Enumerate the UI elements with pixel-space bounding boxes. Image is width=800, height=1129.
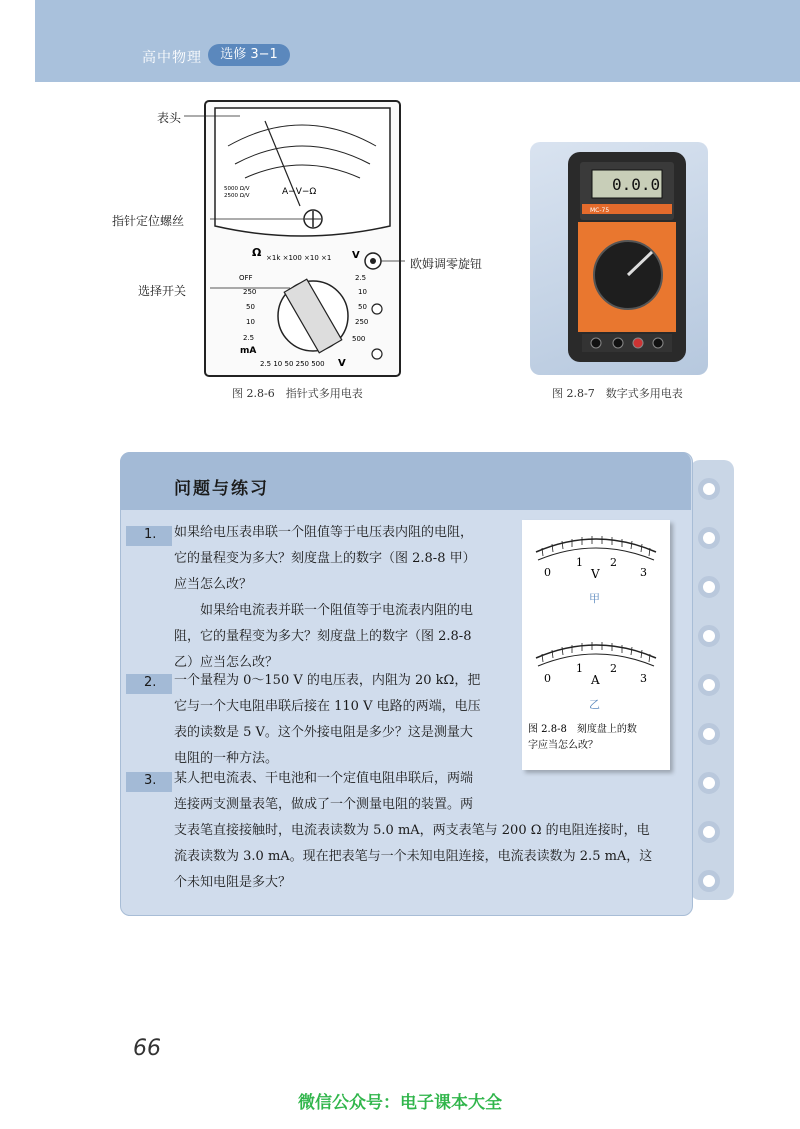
q2-line-1: 一个量程为 0～150 V 的电压表，内阻为 20 kΩ，把 xyxy=(174,673,481,688)
dial1-tick-1: 1 xyxy=(576,556,583,569)
dial1-tick-2: 2 xyxy=(610,556,617,569)
model-label: MC-75 xyxy=(590,207,610,214)
caption-figure-2-8-8-line-1: 图 2.8-8 刻度盘上的数 xyxy=(528,724,637,735)
ring-icon xyxy=(698,870,720,892)
v-symbol-bottom: V xyxy=(338,358,346,369)
label-meter-head: 表头 xyxy=(157,111,182,125)
spec-line-1: 5000 Ω/V xyxy=(224,186,250,192)
ohm-symbol: Ω xyxy=(252,246,262,259)
q1-line-3: 应当怎么改？ xyxy=(174,577,253,592)
caption-figure-2-8-7: 图 2.8-7 数字式多用电表 xyxy=(552,387,683,400)
dial-figures xyxy=(522,520,670,770)
q3-line-5: 个未知电阻是多大？ xyxy=(174,875,292,890)
spec-line-2: 2500 Ω/V xyxy=(224,193,250,199)
range-right-0: 2.5 xyxy=(355,274,367,282)
dial-figure-panel xyxy=(522,520,670,770)
dial1-unit: V xyxy=(591,567,600,581)
range-left-2: 50 xyxy=(246,303,255,311)
q2-line-2: 它与一个大电阻串联后接在 110 V 电路的两端，电压 xyxy=(174,699,481,714)
ring-icon xyxy=(698,576,720,598)
v-symbol-top: V xyxy=(352,250,360,261)
q2-line-3: 表的读数是 5 V。这个外接电阻是多少？这是测量大 xyxy=(174,725,473,740)
q2-line-4: 电阻的一种方法。 xyxy=(174,751,279,766)
q1-line-1: 如果给电压表串联一个阻值等于电压表内阻的电阻， xyxy=(174,525,474,540)
header-band xyxy=(35,0,800,82)
caption-figure-2-8-6: 图 2.8-6 指针式多用电表 xyxy=(232,387,363,400)
q3-line-1: 某人把电流表、干电池和一个定值电阻串联后，两端 xyxy=(174,771,474,786)
range-left-3: 10 xyxy=(246,318,255,326)
range-left-0: OFF xyxy=(239,274,253,282)
question-1-number: 1. xyxy=(144,527,157,542)
range-left-1: 250 xyxy=(243,288,257,296)
range-left-4: 2.5 xyxy=(243,334,255,342)
volume-badge: 选修 3−1 xyxy=(208,44,290,66)
label-pointer-screw: 指针定位螺丝 xyxy=(112,214,185,228)
ring-icon xyxy=(698,674,720,696)
range-right-1: 10 xyxy=(358,288,367,296)
dial2-tick-0: 0 xyxy=(544,672,551,685)
q1-line-4: 如果给电流表并联一个阻值等于电流表内阻的电 xyxy=(200,603,474,618)
range-right-4: 500 xyxy=(352,335,366,343)
caption-figure-2-8-8-line-2: 字应当怎么改？ xyxy=(528,740,598,751)
dial2-name: 乙 xyxy=(589,698,600,711)
range-right-3: 250 xyxy=(355,318,369,326)
q3-line-4: 流表读数为 3.0 mA。现在把表笔与一个未知电阻连接，电流表读数为 2.5 mA，这 xyxy=(174,849,653,864)
label-selector-switch: 选择开关 xyxy=(138,284,187,298)
binder-rings xyxy=(690,460,742,910)
scale-text: A−V−Ω xyxy=(282,187,317,197)
ma-symbol: mA xyxy=(240,346,257,356)
ring-icon xyxy=(698,478,720,500)
q1-line-6: 乙）应当怎么改？ xyxy=(174,655,279,670)
book-title: 高中物理 xyxy=(142,50,202,66)
ring-icon xyxy=(698,723,720,745)
digital-multimeter-photo xyxy=(530,142,708,375)
range-right-2: 50 xyxy=(358,303,367,311)
question-2-number: 2. xyxy=(144,675,157,690)
dial1-tick-3: 3 xyxy=(640,566,647,579)
dial1-name: 甲 xyxy=(589,592,600,605)
wechat-account-footer: 微信公众号：电子课本大全 xyxy=(298,1093,502,1113)
ohm-ranges: ×1k ×100 ×10 ×1 xyxy=(266,254,332,262)
ring-icon xyxy=(698,527,720,549)
question-3-number: 3. xyxy=(144,773,157,788)
page-number: 66 xyxy=(133,1036,161,1061)
dial1-tick-0: 0 xyxy=(544,566,551,579)
digital-multimeter-illustration xyxy=(530,142,708,375)
bottom-ranges: 2.5 10 50 250 500 xyxy=(260,360,325,368)
dial2-unit: A xyxy=(591,673,600,687)
exercise-title: 问题与练习 xyxy=(174,479,269,499)
dial2-tick-3: 3 xyxy=(640,672,647,685)
dial2-tick-1: 1 xyxy=(576,662,583,675)
ring-icon xyxy=(698,821,720,843)
q3-line-2: 连接两支测量表笔，做成了一个测量电阻的装置。两 xyxy=(174,797,474,812)
label-ohm-zero-knob: 欧姆调零旋钮 xyxy=(410,257,483,271)
display-readout: 0.0.0 xyxy=(612,175,661,194)
ring-icon xyxy=(698,772,720,794)
q1-line-5: 阻，它的量程变为多大？刻度盘上的数字（图 2.8-8 xyxy=(174,629,472,644)
analog-multimeter-figure xyxy=(100,96,520,386)
ring-icon xyxy=(698,625,720,647)
dial2-tick-2: 2 xyxy=(610,662,617,675)
q1-line-2: 它的量程变为多大？刻度盘上的数字（图 2.8-8 甲） xyxy=(174,551,476,566)
q3-line-3: 支表笔直接接触时，电流表读数为 5.0 mA，两支表笔与 200 Ω 的电阻连接时，电 xyxy=(174,823,650,838)
